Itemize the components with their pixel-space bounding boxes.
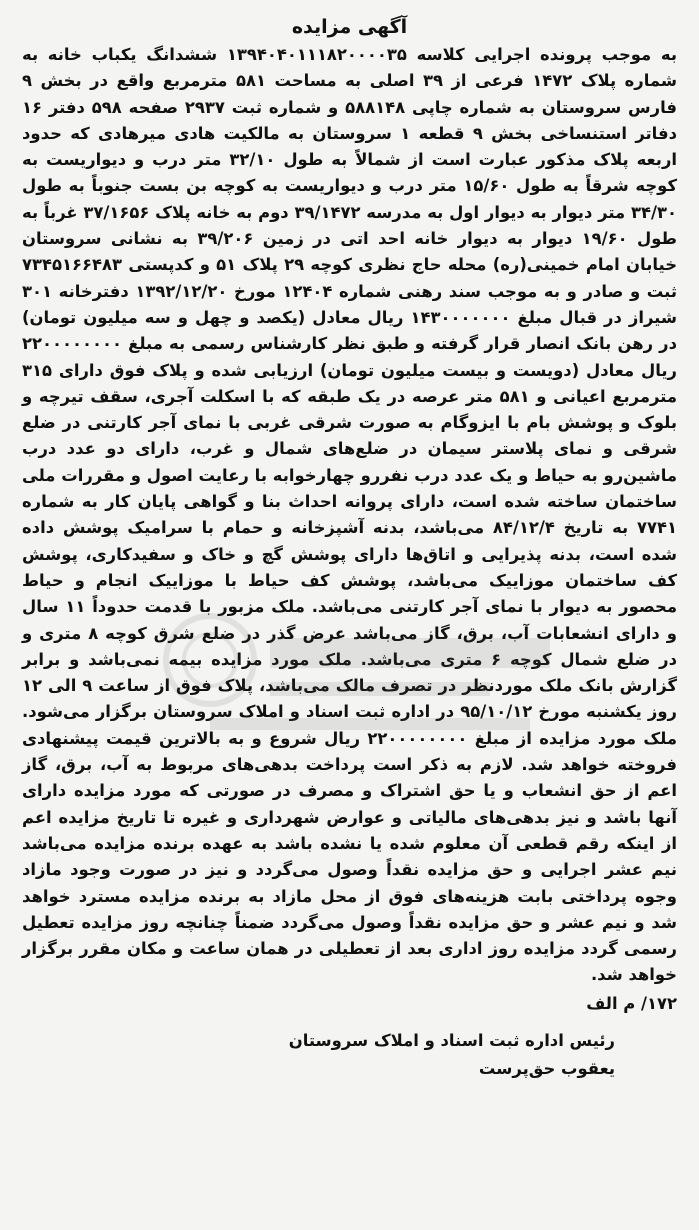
notice-body: به موجب پرونده اجرایی کلاسه ۱۳۹۴۰۴۰۱۱۱۸۲۰۰۰۰۳۵ ششدانگ یکباب خانه به شماره پلاک ۱۴۷۲ فرعی از ۳۹ اصلی به مساحت ۵۸۱ مترمربع واقع در بخش ۹ فارس سروستان به شماره چاپی ۵۸۸۱۴۸ و شماره ثبت ۲۹۳۷ صفحه ۵۹۸ دفتر ۱۶ دفاتر استنساخی بخش ۹ قطعه ۱ سروستان به مالکیت هادی میرهادی که حدود اربعه پلاک مذکور عبارت است از شمالاً به طول ۳۲/۱۰ متر درب و دیواریست به کوچه شرقاً به طول ۱۵/۶۰ متر درب و دیواریست به کوچه بن بست جنوباً به طول ۳۴/۳۰ متر دیوار به دیوار اول به مدرسه ۳۹/۱۴۷۲ دوم به خانه پلاک ۳۷/۱۶۵۶ غرباً به طول ۱۹/۶۰ دیوار به دیوار خانه احد اتی در زمین ۳۹/۲۰۶ به نشانی سروستان خیابان امام خمینی(ره) محله حاج نظری کوچه ۲۹ پلاک ۵۱ و کدپستی ۷۳۴۵۱۶۶۴۸۳ ثبت و صادر و به موجب سند رهنی شماره ۱۲۴۰۴ مورخ ۱۳۹۲/۱۲/۲۰ دفترخانه ۳۰۱ شیراز در قبال مبلغ ۱۴۳۰۰۰۰۰۰۰ ریال معادل (یکصد و چهل و سه میلیون تومان) در رهن بانک انصار قرار گرفته و طبق نظر کارشناس رسمی به مبلغ ۲۲۰۰۰۰۰۰۰۰ ریال معادل (دویست و بیست میلیون تومان) ارزیابی شده و پلاک فوق دارای ۳۱۵ مترمربع اعیانی و ۵۸۱ متر عرصه در یک طبقه که با اسکلت آجری، سقف تیرچه و بلوک و پوشش بام با ایزوگام به صورت شرقی غربی با نمای آجر کارتنی در ضلع شرقی و نمای پلاستر سیمان در ضلع‌های شمال و غرب، دارای دو عدد درب ماشین‌رو به حیاط و یک عدد درب نفررو چهارخوابه با رعایت اصول و مقررات ملی ساختمان ساخته شده است، دارای پروانه احداث بنا و گواهی پایان کار به شماره ۷۷۴۱ به تاریخ ۸۴/۱۲/۴ می‌باشد، بدنه آشپزخانه و حمام با سرامیک پوشش داده شده است، بدنه پذیرایی و اتاق‌ها دارای پوشش گچ و خاک و سفیدکاری، پوشش کف ساختمان موزاییک می‌باشد، پوشش کف حیاط با موزاییک انجام و حیاط محصور به دیوار با نمای آجر کارتنی می‌باشد. ملک مزبور با قدمت حدوداً ۱۱ سال و دارای انشعابات آب، برق، گاز می‌باشد عرض گذر در ضلع شرق کوچه ۸ متری و در ضلع شمال کوچه ۶ متری می‌باشد. ملک مورد مزایده بیمه نمی‌باشد و برابر گزارش بانک ملک موردنظر در تصرف مالک می‌باشد، پلاک فوق از ساعت ۹ الی ۱۲ روز یکشنبه مورخ ۹۵/۱۰/۱۲ در اداره ثبت اسناد و املاک سروستان برگزار می‌شود. ملک مورد مزایده از مبلغ ۲۲۰۰۰۰۰۰۰۰ ریال شروع و به بالاترین قیمت پیشنهادی فروخته خواهد شد. لازم به ذکر است پرداخت بدهی‌های مربوط به آب، برق، گاز اعم از حق انشعاب و یا حق اشتراک و مصرف در صورتی که مورد مزایده دارای آنها باشد و نیز بدهی‌های مالیاتی و عوارض شهرداری و غیره تا تاریخ مزایده اعم از اینکه رقم قطعی آن معلوم شده یا نشده باشد به عهده برنده مزایده می‌باشد نیم عشر اجرایی و حق مزایده نقداً وصول می‌گردد و نیز در صورت وجود مازاد وجوه پرداختی بابت هزینه‌های فوق از محل مازاد به برنده مزایده مسترد خواهد شد و نیم عشر و حق مزایده نقداً وصول می‌گردد ضمناً چنانچه روز مزایده تعطیل رسمی گردد مزایده روز اداری بعد از تعطیلی در همان ساعت و مکان مقرر برگزار خواهد شد. [22, 45, 678, 985]
notice-title: آگهی مزایده [291, 16, 408, 38]
notice-reference: ۱۷۲/ م الف [586, 993, 677, 1013]
signatory-name: یعقوب حق‌پرست [478, 1058, 615, 1078]
signatory-title: رئیس اداره ثبت اسناد و املاک سروستان [288, 1030, 615, 1050]
